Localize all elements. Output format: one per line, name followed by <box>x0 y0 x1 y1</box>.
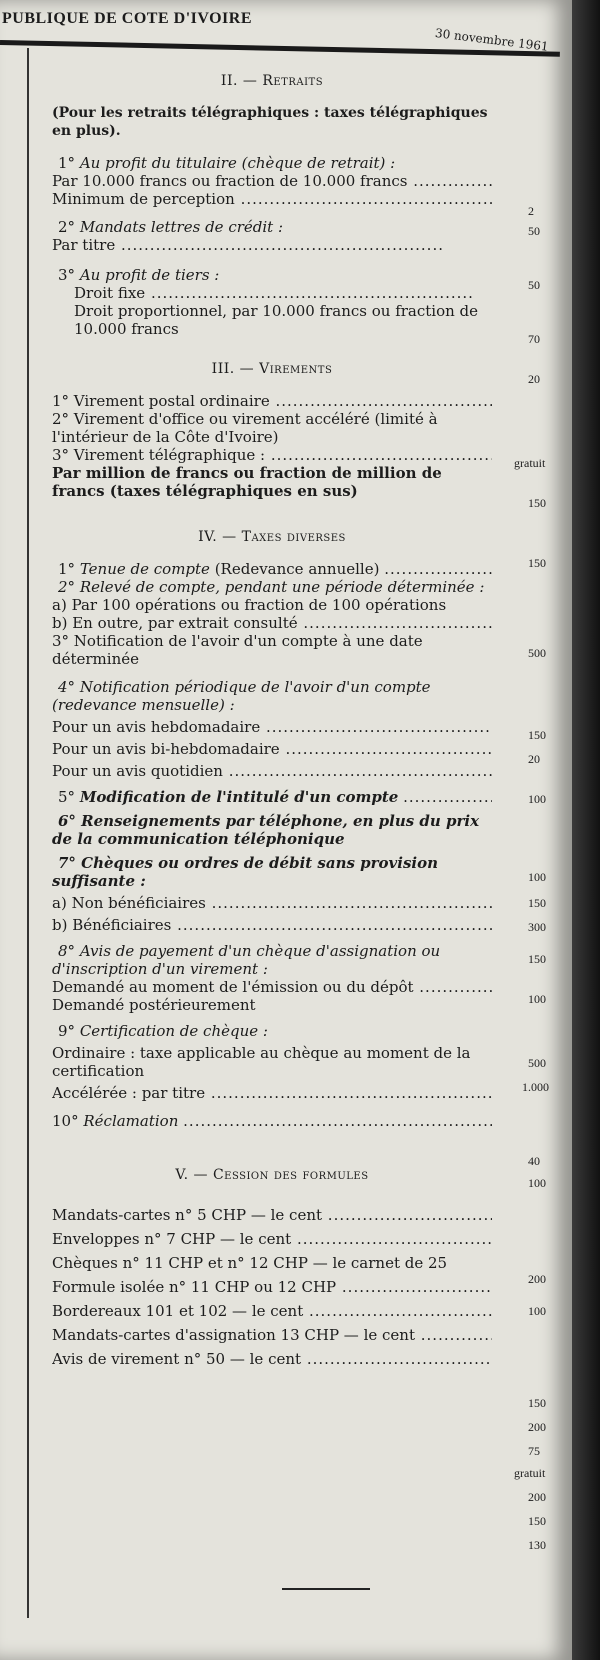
value-cell: 50 <box>528 278 540 292</box>
list-item: 4° Notification périodique de l'avoir d'un compte (redevance mensuelle) : <box>52 678 431 714</box>
value-cell: 150 <box>528 1514 546 1528</box>
list-item: 3° Notification de l'avoir d'un compte à une date déterminée <box>52 632 423 668</box>
section-note: (Pour les retraits télégraphiques : taxes télégraphiques en plus). <box>52 105 488 139</box>
value-cell: 150 <box>528 496 546 510</box>
list-item: Chèques n° 11 CHP et n° 12 CHP — le carnet de 25 <box>52 1254 448 1272</box>
section-title: V. — Cession des formules <box>175 1167 369 1183</box>
value-cell: 75 <box>528 1444 540 1458</box>
list-item: 2° Virement d'office ou virement accéléré (limité à l'intérieur de la Côte d'Ivoire) <box>52 410 438 446</box>
list-item: 1° Virement postal ordinaire ..... <box>52 392 492 410</box>
list-item: Droit proportionnel, par 10.000 francs ou fraction de 10.000 francs <box>74 302 479 338</box>
list-item: b) Bénéficiaires ..... <box>52 916 492 934</box>
header-country: PUBLIQUE DE COTE D'IVOIRE <box>2 10 252 27</box>
list-item: Droit fixe ..... <box>52 284 492 302</box>
value-cell: 500 <box>528 646 546 660</box>
value-cell: 20 <box>528 752 540 766</box>
list-item: Enveloppes n° 7 CHP — le cent ..... <box>52 1230 492 1248</box>
page-edge-shadow <box>572 0 600 1660</box>
list-item: Demandé au moment de l'émission ou du dépôt ..... <box>52 978 492 996</box>
list-item: Ordinaire : taxe applicable au chèque au moment de la certification <box>52 1044 471 1080</box>
value-cell: 1.000 <box>522 1080 549 1094</box>
value-cell: 20 <box>528 372 540 386</box>
end-rule <box>282 1588 370 1590</box>
list-item: a) Non bénéficiaires ..... <box>52 894 492 912</box>
value-cell: 100 <box>528 870 546 884</box>
list-item: Avis de virement n° 50 — le cent ..... <box>52 1350 492 1368</box>
list-item: Formule isolée n° 11 CHP ou 12 CHP ..... <box>52 1278 492 1296</box>
list-item: Pour un avis hebdomadaire ..... <box>52 718 492 736</box>
list-item: Pour un avis quotidien ..... <box>52 762 492 780</box>
list-item: Par titre ..... <box>52 236 492 254</box>
list-item: a) Par 100 opérations ou fraction de 100 opérations <box>52 596 447 614</box>
list-item: 6° Renseignements par téléphone, en plus du prix de la communication téléphonique <box>52 812 480 848</box>
list-item: Pour un avis bi-hebdomadaire ..... <box>52 740 492 758</box>
value-cell: gratuit <box>514 456 546 470</box>
list-item: 9° Certification de chèque : <box>58 1022 268 1040</box>
list-item: 1° Tenue de compte (Redevance annuelle) ..... <box>52 560 492 578</box>
value-cell: 50 <box>528 224 540 238</box>
list-item: 8° Avis de payement d'un chèque d'assignation ou d'inscription d'un virement : <box>52 942 441 978</box>
section-title: III. — Virements <box>211 361 333 377</box>
value-cell: 150 <box>528 728 546 742</box>
list-item: Minimum de perception ..... <box>52 190 492 208</box>
value-cell: 200 <box>528 1490 546 1504</box>
list-item: Mandats-cartes n° 5 CHP — le cent ..... <box>52 1206 492 1224</box>
header-date: 30 novembre 1961 <box>434 26 550 54</box>
list-item: 5° Modification de l'intitulé d'un compte ..... <box>52 788 492 806</box>
list-item: Bordereaux 101 et 102 — le cent ..... <box>52 1302 492 1320</box>
list-item: 7° Chèques ou ordres de débit sans provision suffisante : <box>52 854 439 890</box>
list-item: 3° Virement télégraphique : ..... <box>52 446 492 464</box>
list-item: Demandé postérieurement <box>52 996 256 1014</box>
list-item: b) En outre, par extrait consulté ..... <box>52 614 492 632</box>
list-item: Mandats-cartes d'assignation 13 CHP — le cent ..... <box>52 1326 492 1344</box>
value-cell: 300 <box>528 920 546 934</box>
value-cell: 100 <box>528 992 546 1006</box>
value-cell: 200 <box>528 1272 546 1286</box>
list-item: 2° Relevé de compte, pendant une période déterminée : <box>58 578 485 596</box>
list-item: 10° Réclamation ..... <box>52 1112 492 1130</box>
list-item: 3° Au profit de tiers : <box>58 266 220 284</box>
value-cell: 100 <box>528 792 546 806</box>
value-cell: 150 <box>528 896 546 910</box>
value-cell: 500 <box>528 1056 546 1070</box>
value-cell: gratuit <box>514 1466 546 1480</box>
list-item: 2° Mandats lettres de crédit : <box>58 218 284 236</box>
value-cell: 150 <box>528 952 546 966</box>
list-item: Accélérée : par titre ..... <box>52 1084 492 1102</box>
value-cell: 130 <box>528 1538 546 1552</box>
list-item: Par million de francs ou fraction de million de francs (taxes télégraphiques en sus) <box>52 464 442 500</box>
list-item: 1° Au profit du titulaire (chèque de retrait) : <box>58 154 396 172</box>
value-cell: 2 <box>528 204 534 218</box>
value-cell: 100 <box>528 1176 546 1190</box>
value-cell: 100 <box>528 1304 546 1318</box>
value-cell: 70 <box>528 332 540 346</box>
section-title: II. — Retraits <box>220 73 324 89</box>
value-cell: 150 <box>528 1396 546 1410</box>
value-cell: 200 <box>528 1420 546 1434</box>
value-cell: 150 <box>528 556 546 570</box>
section-title: IV. — Taxes diverses <box>198 529 346 545</box>
value-cell: 40 <box>528 1154 540 1168</box>
list-item: Par 10.000 francs ou fraction de 10.000 francs ..... <box>52 172 492 190</box>
